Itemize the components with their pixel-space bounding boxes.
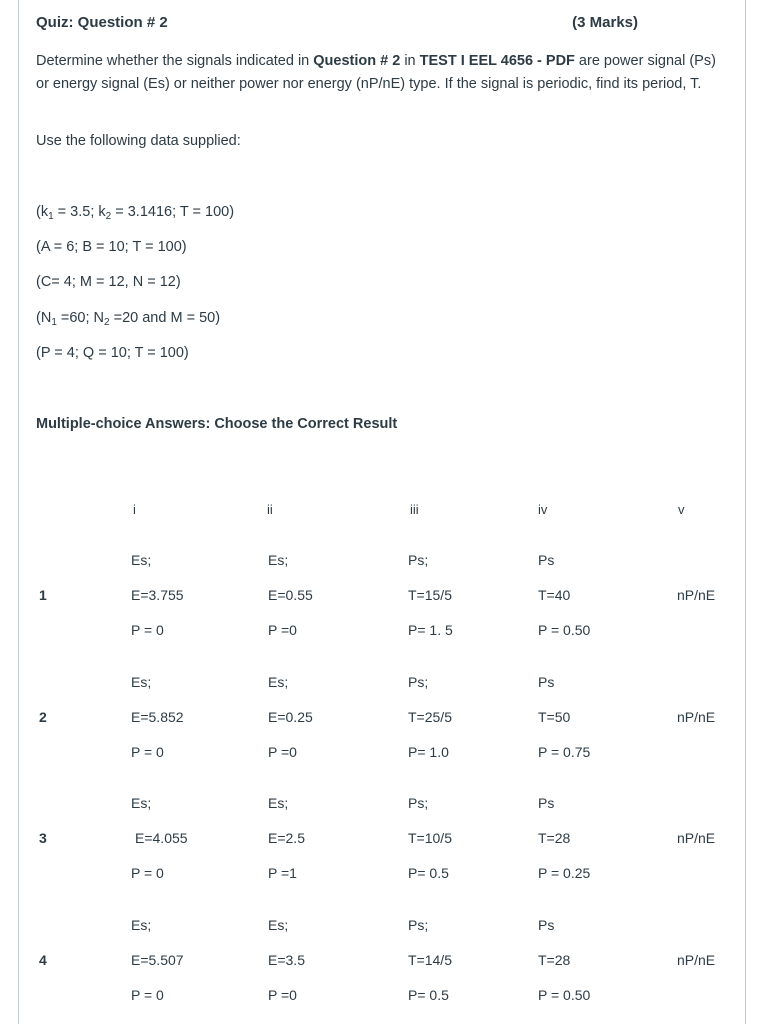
intro-text: are power signal (Ps) or energy signal (Es) or neither power nor energy (nP/nE) type. If the signal is periodic, find its period, T. [36, 53, 716, 92]
option-2-ii-line-3: P =0 [268, 744, 297, 760]
option-4-v: nP/nE [677, 952, 716, 968]
option-2-iii-line-3: P= 1.0 [408, 744, 449, 760]
option-4-ii-line-1: Es; [268, 917, 289, 933]
option-4-iv-line-1: Ps [538, 917, 555, 933]
option-1-iii-line-2: T=15/5 [408, 587, 452, 603]
option-1-i-line-3: P = 0 [131, 622, 164, 638]
option-2-i-line-2: E=5.852 [131, 709, 184, 725]
option-2-v: nP/nE [677, 709, 716, 725]
column-header-iii: iii [410, 502, 419, 517]
option-3-i-line-1: Es; [131, 795, 152, 811]
option-3-iii-line-1: Ps; [408, 795, 429, 811]
option-3-ii-line-2: E=2.5 [268, 830, 305, 846]
question-ref: Question # 2 [313, 53, 401, 69]
column-header-i: i [133, 502, 136, 517]
option-3-ii-line-1: Es; [268, 795, 289, 811]
option-2-i-line-1: Es; [131, 674, 152, 690]
option-number-4: 4 [39, 952, 47, 968]
option-2-iv-line-1: Ps [538, 674, 555, 690]
intro-text: in [400, 53, 420, 69]
option-3-i-line-3: P = 0 [131, 865, 164, 881]
option-4-ii-line-3: P =0 [268, 987, 297, 1003]
option-2-i-line-3: P = 0 [131, 744, 164, 760]
option-4-iv-line-3: P = 0.50 [538, 987, 591, 1003]
option-3-iv-line-2: T=28 [538, 830, 571, 846]
option-1-iv-line-3: P = 0.50 [538, 622, 591, 638]
option-number-3: 3 [39, 830, 47, 846]
option-1-ii-line-2: E=0.55 [268, 587, 313, 603]
column-header-iv: iv [538, 502, 548, 517]
use-data-label: Use the following data supplied: [36, 133, 241, 149]
option-2-iii-line-1: Ps; [408, 674, 429, 690]
column-header-v: v [678, 502, 685, 517]
option-3-v: nP/nE [677, 830, 716, 846]
option-3-i-line-2: E=4.055 [135, 830, 188, 846]
option-1-iii-line-1: Ps; [408, 552, 429, 568]
option-2-iv-line-2: T=50 [538, 709, 571, 725]
option-2-ii-line-1: Es; [268, 674, 289, 690]
mc-heading: Multiple-choice Answers: Choose the Correct Result [36, 416, 398, 432]
option-3-ii-line-3: P =1 [268, 865, 297, 881]
data-line-2: (A = 6; B = 10; T = 100) [36, 239, 187, 255]
question-text [36, 50, 726, 96]
quiz-page [18, 0, 746, 1024]
column-header-ii: ii [267, 502, 273, 517]
quiz-title: Quiz: Question # 2 [36, 14, 168, 31]
option-4-i-line-1: Es; [131, 917, 152, 933]
option-4-iv-line-2: T=28 [538, 952, 571, 968]
option-4-iii-line-2: T=14/5 [408, 952, 452, 968]
quiz-marks: (3 Marks) [572, 14, 638, 31]
option-1-iv-line-2: T=40 [538, 587, 571, 603]
test-ref: TEST I EEL 4656 - PDF [419, 53, 575, 69]
data-line-5: (P = 4; Q = 10; T = 100) [36, 345, 189, 361]
option-number-2: 2 [39, 709, 47, 725]
option-1-iii-line-3: P= 1. 5 [408, 622, 453, 638]
quiz-header [36, 14, 638, 31]
option-4-iii-line-3: P= 0.5 [408, 987, 449, 1003]
option-3-iii-line-2: T=10/5 [408, 830, 452, 846]
option-3-iv-line-3: P = 0.25 [538, 865, 591, 881]
option-4-iii-line-1: Ps; [408, 917, 429, 933]
option-1-ii-line-3: P =0 [268, 622, 297, 638]
option-number-1: 1 [39, 587, 47, 603]
option-3-iii-line-3: P= 0.5 [408, 865, 449, 881]
data-line-4: ($N_1 =60$; $N_2 =20$ and M = 50) [36, 310, 221, 328]
option-1-i-line-2: E=3.755 [131, 587, 184, 603]
data-line-1: ($k_1 = 3.5$; $k_2 = 3.1416$; T = 100) [36, 204, 235, 222]
option-1-ii-line-1: Es; [268, 552, 289, 568]
option-4-i-line-2: E=5.507 [131, 952, 184, 968]
option-2-iii-line-2: T=25/5 [408, 709, 452, 725]
option-2-iv-line-3: P = 0.75 [538, 744, 591, 760]
option-1-i-line-1: Es; [131, 552, 152, 568]
option-4-i-line-3: P = 0 [131, 987, 164, 1003]
option-1-v: nP/nE [677, 587, 716, 603]
intro-text: Determine whether the signals indicated in [36, 53, 314, 69]
option-3-iv-line-1: Ps [538, 795, 555, 811]
option-4-ii-line-2: E=3.5 [268, 952, 305, 968]
data-line-3: (C= 4; M = 12, N = 12) [36, 274, 181, 290]
option-2-ii-line-2: E=0.25 [268, 709, 313, 725]
option-1-iv-line-1: Ps [538, 552, 555, 568]
